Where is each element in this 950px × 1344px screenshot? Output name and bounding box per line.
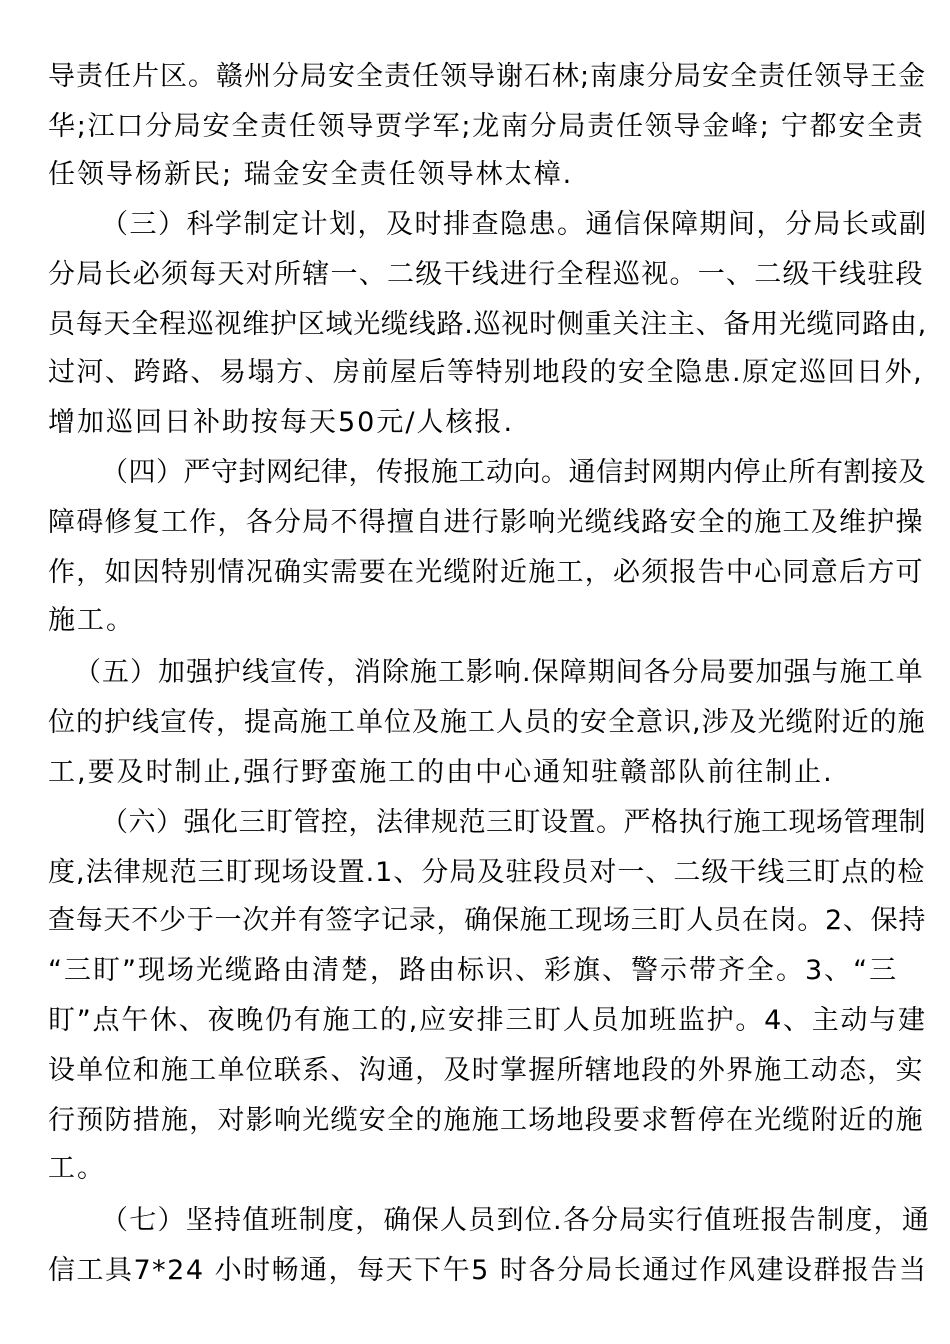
text-line: 分局长必须每天对所辖一、二级干线进行全程巡视。一、二级干线驻段 [48,259,924,290]
text-line: 工。 [48,1153,106,1184]
text-line: 华;江口分局安全责任领导贾学军;龙南分局责任领导金峰; 宁都安全责 [48,111,925,142]
text-line: 障碍修复工作，各分局不得擅自进行影响光缆线路安全的施工及维护操 [48,507,924,538]
text-line: 工,要及时制止,强行野蛮施工的由中心通知驻赣部队前往制止. [48,757,834,788]
text-line: 增加巡回日补助按每天50元/人核报. [48,407,515,438]
text-line: 任领导杨新民; 瑞金安全责任领导林太樟. [48,159,574,190]
text-line: （六）强化三盯管控，法律规范三盯设置。严格执行施工现场管理制 [101,807,926,838]
text-line: 施工。 [48,605,135,636]
text-line: 设单位和施工单位联系、沟通，及时掌握所辖地段的外界施工动态，实 [48,1055,924,1086]
text-line: （五）加强护线宣传，消除施工影响.保障期间各分局要加强与施工单 [74,657,924,688]
text-line: 导责任片区。赣州分局安全责任领导谢石林;南康分局安全责任领导王金 [48,61,927,92]
text-line: 信工具7*24 小时畅通，每天下午5 时各分局长通过作风建设群报告当 [48,1255,928,1286]
text-line: （三）科学制定计划，及时排查隐患。通信保障期间，分局长或副 [101,209,928,240]
text-line: 盯”点午休、夜晚仍有施工的,应安排三盯人员加班监护。4、主动与建 [48,1005,927,1036]
text-line: 查每天不少于一次并有签字记录，确保施工现场三盯人员在岗。2、保持 [48,905,927,936]
text-line: 度,法律规范三盯现场设置.1、分局及驻段员对一、二级干线三盯点的检 [48,857,926,888]
text-line: “三盯”现场光缆路由清楚，路由标识、彩旗、警示带齐全。3、“三 [48,955,899,986]
text-line: 位的护线宣传，提高施工单位及施工人员的安全意识,涉及光缆附近的施 [48,707,926,738]
text-line: 过河、跨路、易塌方、房前屋后等特别地段的安全隐患.原定巡回日外, [48,357,924,388]
text-line: 行预防措施，对影响光缆安全的施施工场地段要求暂停在光缆附近的施 [48,1105,924,1136]
text-line: （七）坚持值班制度，确保人员到位.各分局实行值班报告制度，通 [101,1205,931,1236]
text-line: （四）严守封网纪律，传报施工动向。通信封网期内停止所有割接及 [101,457,926,488]
text-line: 员每天全程巡视维护区域光缆线路.巡视时侧重关注主、备用光缆同路由, [48,309,927,340]
text-line: 作，如因特别情况确实需要在光缆附近施工，必须报告中心同意后方可 [48,557,924,588]
